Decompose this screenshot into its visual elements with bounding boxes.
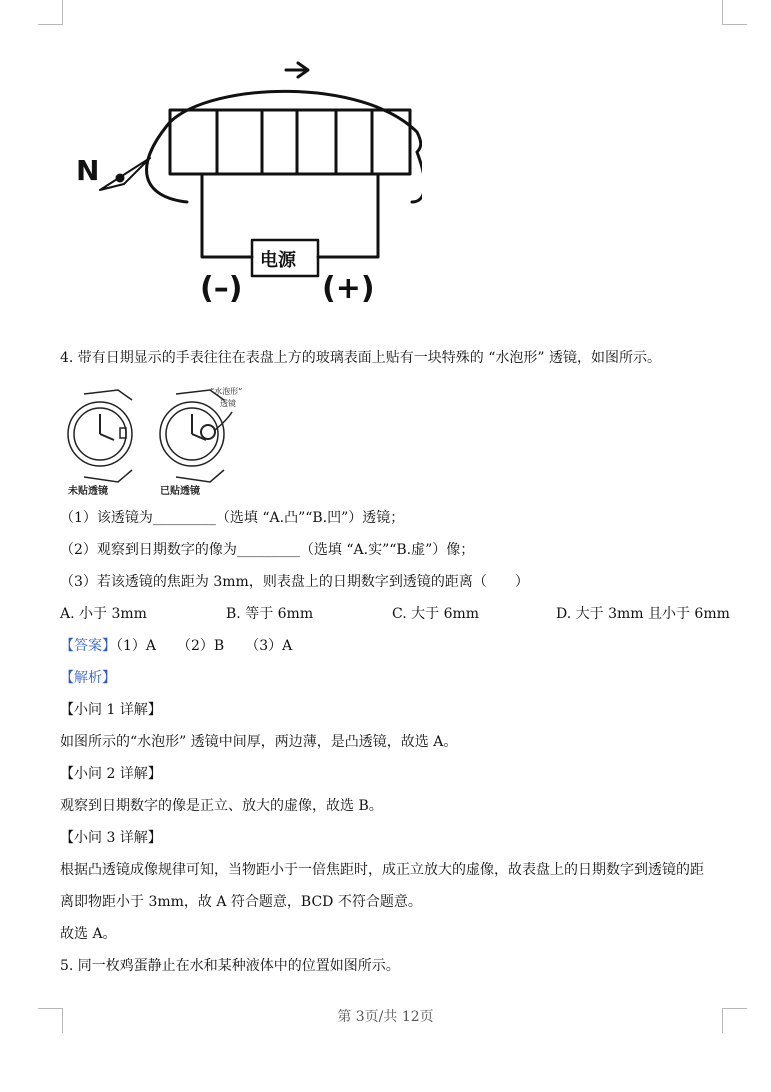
option-a: A. 小于 3mm <box>60 606 147 622</box>
part-2-text: 观察到日期数字的像是正立、放大的虚像，故选 B。 <box>60 798 383 814</box>
analysis-conclusion: 故选 A。 <box>60 926 117 942</box>
wire-left <box>202 174 252 257</box>
answer-label: 【答案】 <box>60 638 116 654</box>
wire-right <box>318 174 378 257</box>
watch-figure <box>62 382 252 497</box>
part-3-text-line-1: 根据凸透镜成像规律可知，当物距小于一倍焦距时，成正立放大的虚像，故表盘上的日期数字到透镜的距 <box>60 862 704 878</box>
watch-right-caption: 已贴透镜 <box>160 486 200 497</box>
bubble-lens <box>201 425 215 439</box>
answer-line <box>60 636 292 656</box>
option-c: C. 大于 6mm <box>392 606 480 622</box>
question-4-sub-1: （1）该透镜为_________（选填 “A.凸”“B.凹”）透镜； <box>60 510 405 526</box>
option-d: D. 大于 3mm 且小于 6mm <box>556 606 730 622</box>
analysis-label: 【解析】 <box>60 670 116 686</box>
option-b: B. 等于 6mm <box>226 606 314 622</box>
crop-mark-top-left <box>38 0 63 25</box>
question-4-sub-2: （2）观察到日期数字的像为_________（选填 “A.实”“B.虚”）像； <box>60 542 475 558</box>
part-3-title: 【小问 3 详解】 <box>60 830 162 846</box>
page-footer: 第 3页/共 12页 <box>337 1009 434 1025</box>
callout-line-1: “水泡形” <box>210 387 243 396</box>
solenoid-figure <box>72 52 422 322</box>
callout-line-2: 透镜 <box>220 399 236 408</box>
part-1-title: 【小问 1 详解】 <box>60 702 162 718</box>
compass-needle <box>100 158 150 190</box>
question-5-stem: 5. 同一枚鸡蛋静止在水和某种液体中的位置如图所示。 <box>60 958 400 974</box>
answer-text: （1）A （2）B （3）A <box>116 638 293 654</box>
crop-mark-top-right <box>722 0 747 25</box>
minus-terminal-label: (–) <box>200 271 243 306</box>
watch-left-caption: 未贴透镜 <box>68 486 108 497</box>
part-2-title: 【小问 2 详解】 <box>60 766 162 782</box>
field-line <box>147 91 422 202</box>
direction-arrow <box>286 63 308 77</box>
plus-terminal-label: (+) <box>322 271 375 306</box>
north-label: N <box>76 154 100 187</box>
coil <box>170 110 410 174</box>
question-4-stem: 4. 带有日期显示的手表往往在表盘上方的玻璃表面上贴有一块特殊的 “水泡形” 透镜，如图所示。 <box>60 350 662 366</box>
part-1-text: 如图所示的“水泡形” 透镜中间厚，两边薄，是凸透镜，故选 A。 <box>60 734 458 750</box>
question-4-sub-3: （3）若该透镜的焦距为 3mm，则表盘上的日期数字到透镜的距离（ ） <box>60 574 529 590</box>
part-3-text-line-2: 离即物距小于 3mm，故 A 符合题意，BCD 不符合题意。 <box>60 894 422 910</box>
battery-label: 电源 <box>260 250 296 271</box>
